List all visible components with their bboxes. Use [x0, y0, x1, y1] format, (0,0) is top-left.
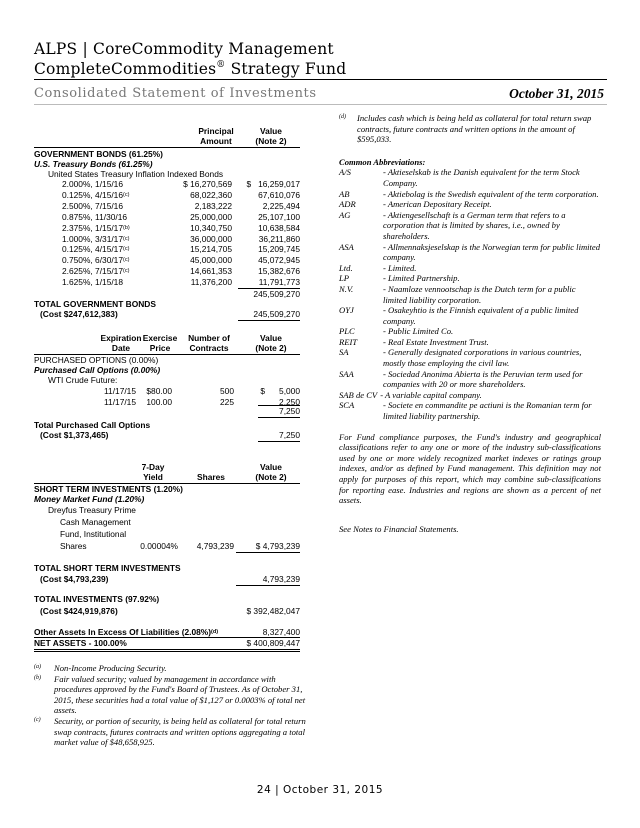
statement-subtitle: Consolidated Statement of Investments: [34, 86, 317, 101]
abbreviation-key: ADR: [339, 199, 356, 210]
gov-bond-desc: [62, 179, 123, 189]
gov-cost: (Cost $247,612,383): [40, 309, 118, 319]
abbreviation-item: [339, 337, 601, 348]
footnote-text: Security, or portion of security, is being held as collateral for total return swap contracts, futures contracts and written options aggregating a total market value of $48,658,925.: [54, 715, 306, 748]
gov-bond-desc: [62, 201, 123, 211]
abbreviation-definition: - Aktiengesellschaft is a German term that refers to a corporation that is limited by shares, i.e., owned by shareholders.: [383, 209, 566, 241]
gov-bond-amount: 2,183,222: [194, 200, 232, 211]
gov-bond-value: 67,610,076: [258, 189, 300, 200]
gov-bond-footnote: (c): [123, 257, 130, 264]
abbreviation-definition: - American Depositary Receipt.: [383, 199, 492, 210]
gov-bond-desc: [62, 190, 129, 200]
right-column: [339, 113, 601, 534]
gov-bond-rate-maturity: 2.500%, 7/15/16: [62, 200, 124, 211]
opt-contracts: 225: [220, 396, 234, 407]
footnote-c: [34, 716, 306, 748]
opt-col-note2: (Note 2): [255, 343, 287, 353]
abbreviation-item: [339, 284, 601, 305]
fund-name-title: [34, 60, 346, 78]
gov-bond-footnote: (c): [123, 268, 130, 275]
footnote-d-text: Includes cash which is being held as collateral for total return swap contracts, future contracts and written options in the amount of $595,033.: [357, 113, 592, 145]
gov-bond-value: 25,107,100: [258, 211, 300, 222]
ti-cost: (Cost $424,919,876): [40, 606, 118, 616]
abbreviation-item: [339, 242, 601, 263]
opt-col-exp: Expiration: [100, 333, 142, 343]
gov-bond-rate-maturity: 2.625%, 7/15/17: [62, 266, 124, 277]
gov-bond-desc: [62, 244, 129, 254]
footnote-text: Non-Income Producing Security.: [54, 663, 167, 673]
gov-bond-rate-maturity: 0.875%, 11/30/16: [62, 211, 128, 222]
abbreviation-key: SAA: [339, 368, 354, 379]
st-total-rule: [236, 585, 300, 586]
abbreviation-item: [339, 199, 601, 210]
opt-col-price: Price: [149, 343, 171, 353]
abbreviation-item: [339, 273, 601, 284]
fund-company-title: ALPS | CoreCommodity Management: [34, 40, 334, 58]
gov-bond-rate-maturity: 1.625%, 1/15/18: [62, 277, 124, 288]
gov-total-label: TOTAL GOVERNMENT BONDS: [34, 299, 156, 309]
see-notes: See Notes to Financial Statements.: [339, 523, 459, 534]
opt-category: WTI Crude Future:: [48, 375, 118, 385]
abbreviation-key: Ltd.: [339, 262, 353, 273]
gov-bond-value: 11,791,773: [258, 277, 300, 288]
ti-label: TOTAL INVESTMENTS (97.92%): [34, 594, 160, 604]
col-value: Value: [260, 126, 282, 136]
st-cost: (Cost $4,793,239): [40, 574, 109, 584]
opt-subtotal-rule2: [258, 417, 300, 418]
abbreviation-definition: - A variable capital company.: [380, 389, 482, 400]
abbreviation-item: [339, 390, 601, 401]
footnote-mark: (c): [34, 716, 41, 723]
abbreviation-item: [339, 400, 601, 421]
gov-bond-desc: [62, 255, 129, 265]
abbreviation-key: OYJ: [339, 305, 354, 316]
st-section-title: SHORT TERM INVESTMENTS (1.20%): [34, 484, 183, 494]
opt-col-contracts: Contracts: [189, 343, 229, 353]
opt-col-date: Date: [111, 343, 131, 353]
gov-bond-value: 36,211,860: [258, 233, 300, 244]
gov-bond-rate-maturity: 2.375%, 1/15/17: [62, 222, 124, 233]
abbreviation-item: [339, 347, 601, 368]
gov-bond-footnote: (c): [123, 235, 130, 242]
abbreviations-title: Common Abbreviations:: [339, 156, 426, 167]
gov-bond-desc: [62, 223, 130, 233]
gov-bond-rate-maturity: 0.125%, 4/15/16: [62, 189, 124, 200]
opt-cost: (Cost $1,373,465): [40, 430, 109, 440]
footnote-mark: (b): [34, 674, 41, 681]
opt-value: 2,250: [279, 396, 300, 407]
opt-exercise-price: 100.00: [146, 396, 172, 407]
gov-bond-amount: 45,000,000: [190, 255, 232, 266]
gov-bond-amount: 36,000,000: [190, 233, 232, 244]
abbreviation-item: [339, 210, 601, 242]
abbreviation-definition: - Aktiebolag is the Swedish equivalent of the term corporation.: [383, 188, 599, 199]
gov-bond-rate-maturity: 0.750%, 6/30/17: [62, 255, 124, 266]
gov-bond-amount: 10,340,750: [190, 222, 232, 233]
abbreviation-item: [339, 263, 601, 274]
abbreviation-key: LP: [339, 273, 350, 284]
gov-bond-amount: 14,661,353: [190, 266, 232, 277]
abbreviation-definition: - Naamloze vennootschap is the Dutch term for a public limited liability corporation.: [383, 283, 576, 305]
st-value-rule: [236, 552, 300, 553]
gov-bond-amount: 25,000,000: [190, 211, 232, 222]
footnote-d: [339, 113, 601, 145]
gov-bond-rate-maturity: 2.000%, 1/15/16: [62, 179, 124, 189]
abbreviation-key: AB: [339, 188, 350, 199]
opt-section-title: PURCHASED OPTIONS (0.00%): [34, 355, 159, 365]
st-desc-line2: Cash Management: [60, 517, 131, 527]
footnotes: [34, 663, 306, 748]
st-yield: 0.00004%: [140, 541, 178, 551]
net-assets-value: $ 400,809,447: [246, 638, 300, 648]
fund-name-part1: CompleteCommodities: [34, 60, 217, 78]
abbreviation-item: [339, 305, 601, 326]
compliance-paragraph: For Fund compliance purposes, the Fund's industry and geographical classifications refer to any one or more of the industry sub-classifications used by one or more widely recognized market indexes or ratings group indexes, and/or as defined by Fund management. This definition may not apply for purposes of this report, which may combine sub-classifications for reporting ease. Industries and regions are shown as a percent of net assets.: [339, 431, 601, 506]
gov-header-rule: [34, 147, 300, 148]
st-desc-line4: Shares: [60, 541, 87, 551]
gov-bond-rate-maturity: 1.000%, 3/31/17: [62, 233, 124, 244]
opt-subsection-title: Purchased Call Options (0.00%): [34, 365, 161, 375]
gov-total: 245,509,270: [253, 309, 300, 319]
opt-exp-date: 11/17/15: [104, 386, 136, 396]
gov-bond-value: 10,638,584: [258, 222, 300, 233]
footnote-text: Fair valued security; valued by management in accordance with procedures approved by the Fund's Board of Trustees. As of October 31, 2015, these securities had a total value of $1,127 or 0.0003% of total net assets.: [54, 673, 306, 716]
st-col-7day: 7-Day: [141, 462, 165, 472]
ti-total: $ 392,482,047: [246, 606, 300, 616]
abbreviation-key: SAB de CV: [339, 389, 378, 400]
statement-date: October 31, 2015: [509, 86, 604, 101]
other-assets-fn: (d): [211, 629, 219, 635]
st-shares: 4,793,239: [196, 541, 234, 551]
gov-bond-value: 15,382,676: [258, 266, 300, 277]
abbreviation-key: REIT: [339, 336, 358, 347]
abbreviation-definition: - Aktieselskab is the Danish equivalent for the term Stock Company.: [383, 167, 580, 188]
footnote-d-mark: (d): [339, 114, 346, 120]
opt-total-rule: [258, 441, 300, 442]
abbreviation-definition: - Societe en commandite pe actiuni is the Romanian term for limited liability partnership.: [383, 400, 592, 422]
gov-section-title: GOVERNMENT BONDS (61.25%): [34, 149, 163, 159]
net-assets-double-rule: [34, 649, 300, 652]
opt-total: 7,250: [279, 430, 300, 440]
opt-contracts: 500: [220, 386, 234, 396]
opt-subtotal: 7,250: [279, 406, 300, 416]
abbreviation-key: PLC: [339, 326, 355, 337]
gov-subtotal: 245,509,270: [253, 289, 300, 299]
other-assets-value: 8,327,400: [262, 627, 300, 637]
abbreviation-definition: - Limited.: [383, 262, 417, 273]
other-assets-label: [34, 627, 218, 637]
opt-col-number: Number of: [188, 333, 230, 343]
gov-bond-desc: [62, 212, 127, 222]
gov-bond-amount: 11,376,200: [190, 277, 232, 288]
opt-value: $ 5,000: [260, 386, 300, 396]
abbreviation-definition: - Real Estate Investment Trust.: [383, 336, 489, 347]
gov-bond-desc: [62, 234, 129, 244]
abbreviations-list: [339, 167, 601, 421]
gov-bond-rate-maturity: 0.125%, 4/15/17: [62, 244, 124, 255]
abbreviation-definition: - Limited Partnership.: [383, 273, 460, 284]
abbreviation-key: AG: [339, 209, 351, 220]
gov-bond-value: 15,209,745: [258, 244, 300, 255]
st-col-yield: Yield: [143, 472, 163, 482]
page-footer: 24 | October 31, 2015: [256, 784, 384, 796]
st-desc-line1: Dreyfus Treasury Prime: [48, 505, 136, 515]
gov-bond-footnote: (c): [123, 191, 130, 198]
st-total-label: TOTAL SHORT TERM INVESTMENTS: [34, 563, 181, 573]
opt-exercise-price: $80.00: [146, 386, 172, 396]
gov-bond-amount: 68,022,360: [190, 189, 232, 200]
gov-bond-value: $ 16,259,017: [246, 179, 300, 189]
gov-bond-value: 45,072,945: [258, 255, 300, 266]
abbreviation-definition: - Generally designated corporations in various countries, mostly those employing the civil law.: [383, 347, 582, 369]
st-value: $ 4,793,239: [255, 541, 300, 551]
st-subsection-title: Money Market Fund (1.20%): [34, 494, 145, 504]
abbreviation-definition: - Sociedad Anonima Abierta is the Peruvian term used for companies with 20 or more shareholders.: [383, 368, 583, 390]
opt-col-exercise: Exercise: [142, 333, 178, 343]
col-amount: Amount: [200, 136, 232, 146]
gov-bond-desc: [62, 277, 123, 287]
gov-category: United States Treasury Inflation Indexed Bonds: [48, 169, 224, 179]
abbreviation-key: N.V.: [339, 283, 354, 294]
header-rule: [34, 79, 607, 80]
fund-name-part2: Strategy Fund: [225, 60, 347, 78]
gov-bond-footnote: (c): [123, 246, 130, 253]
abbreviation-item: [339, 369, 601, 390]
footnote-a: [34, 663, 306, 674]
st-col-value: Value: [260, 462, 282, 472]
st-total: 4,793,239: [262, 574, 300, 584]
st-col-shares: Shares: [197, 472, 225, 482]
gov-subsection-title: U.S. Treasury Bonds (61.25%): [34, 159, 153, 169]
opt-total-label: Total Purchased Call Options: [34, 420, 151, 430]
subtitle-rule: [34, 104, 607, 105]
other-assets-text: Other Assets In Excess Of Liabilities (2.08%): [34, 627, 212, 637]
col-note2: (Note 2): [255, 136, 287, 146]
abbreviation-item: [339, 326, 601, 337]
abbreviation-key: ASA: [339, 241, 354, 252]
gov-bond-amount: 15,214,705: [190, 244, 232, 255]
gov-bond-value: 2,225,494: [262, 200, 300, 211]
abbreviation-definition: - Osakeyhtio is the Finnish equivalent of a public limited company.: [383, 305, 579, 326]
gov-total-rule: [238, 320, 300, 321]
abbreviation-item: [339, 189, 601, 200]
st-desc-line3: Fund, Institutional: [60, 529, 127, 539]
abbreviation-definition: - Public Limited Co.: [383, 326, 454, 337]
footnote-b: [34, 674, 306, 716]
abbreviation-item: [339, 167, 601, 188]
gov-bond-footnote: (b): [123, 224, 130, 231]
abbreviation-key: SA: [339, 347, 349, 358]
opt-col-value: Value: [260, 333, 282, 343]
footnote-mark: (a): [34, 664, 41, 670]
abbreviation-key: A/S: [339, 167, 351, 178]
st-col-note2: (Note 2): [255, 472, 287, 482]
abbreviation-definition: - Allmennaksjeselskap is the Norwegian term for public limited company.: [383, 241, 601, 263]
gov-bond-desc: [62, 266, 129, 276]
gov-bond-amount: $ 16,270,569: [183, 179, 232, 189]
opt-exp-date: 11/17/15: [104, 396, 136, 407]
registered-mark: ®: [216, 60, 226, 70]
net-assets-label: NET ASSETS - 100.00%: [34, 638, 127, 648]
abbreviation-key: SCA: [339, 400, 355, 411]
col-principal: Principal: [198, 126, 234, 136]
